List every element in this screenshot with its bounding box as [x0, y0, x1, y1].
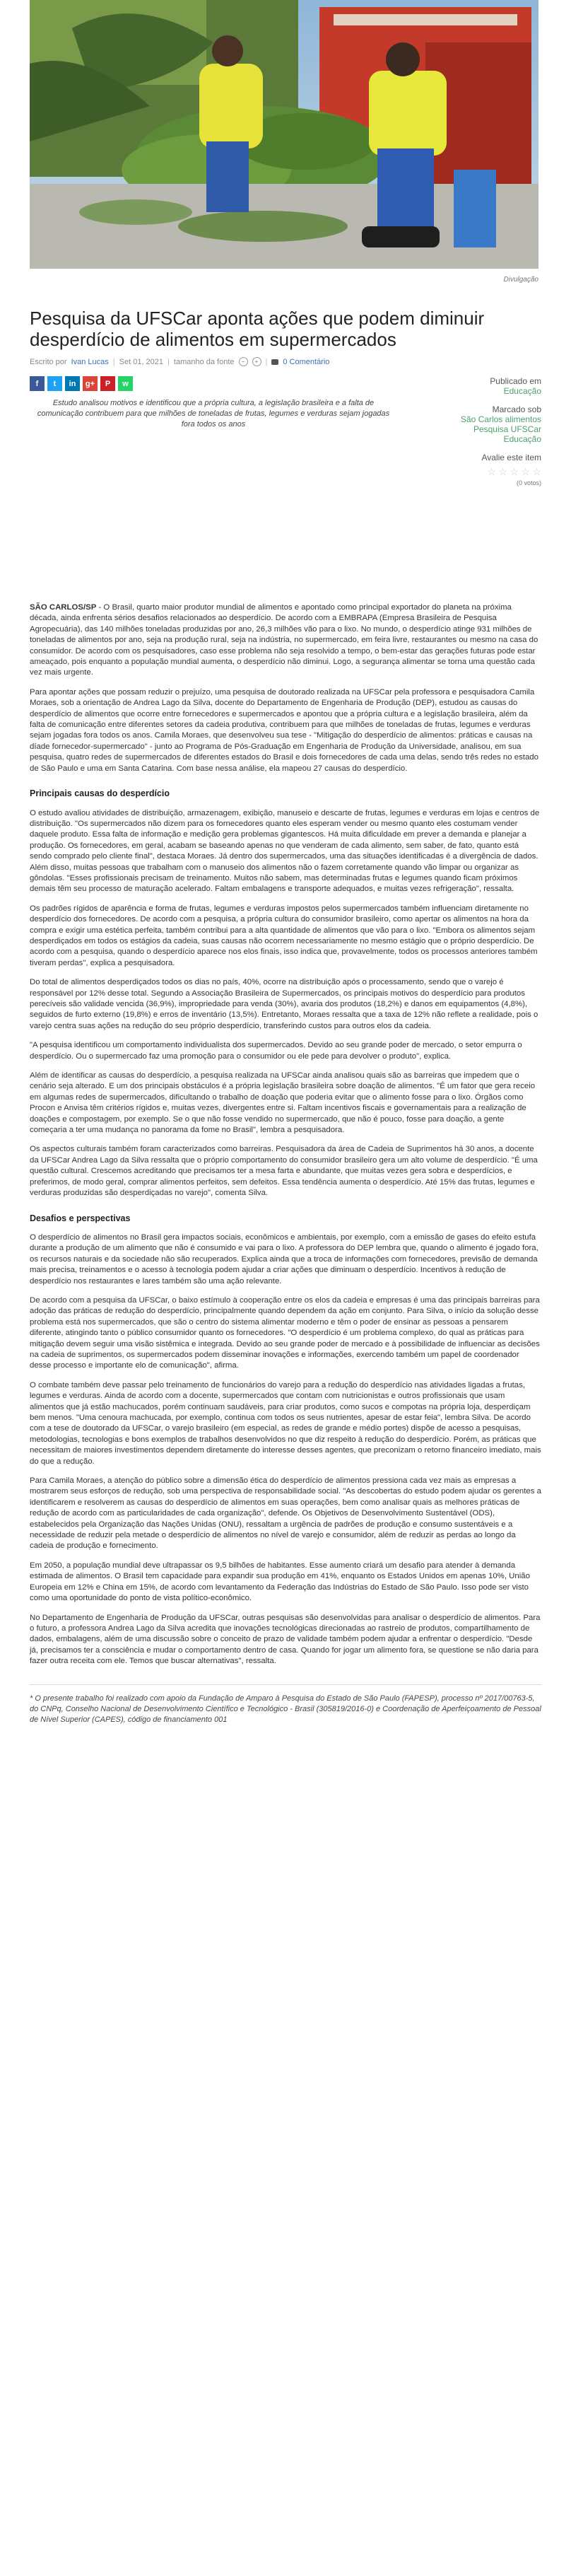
paragraph: O estudo avaliou atividades de distribuição, armazenagem, exibição, manuseio e descarte de frutas, legumes e verduras em lojas e centros de distribuição. "Os supermercados não dizem para os fornecedores quanto eles esperam vender ou mesmo quanto eles costumam vender daquele produto. Essa falta de informação e medição gera problemas gigantescos. Há muita dificuldade em prever a demanda e planejar a produção. Os fornecedores, em geral, acabam se baseando apenas no que venderam de cada alimento, sem saber, de fato, quanto está sendo comprado pelo cliente final", destaca Moraes. Já dentro dos supermercados, uma das situações identificadas é a divergência de dados. Além disso, muitas pessoas que trabalham com o manuseio dos alimentos não o fazem corretamente quando vão limpar ou organizar as gôndolas. "Esses profissionais precisam de treinamento. Muitos não sabem, mas determinadas frutas e legumes quando ficam próximos demais têm seu processo de maturação acelerado. Faltam embalagens e transporte adequados, e muitas vezes refrigeração", ressalta. — [30, 808, 540, 894]
section-heading: Desafios e perspectivas — [30, 1213, 131, 1223]
tag-link[interactable]: alimentos — [505, 414, 541, 424]
tags-label: Marcado sob — [492, 404, 541, 414]
paragraph: Além de identificar as causas do desperdício, a pesquisa realizada na UFSCar ainda analisou quais são as barreiras que impedem que o cenário seja alterado. E um dos principais obstáculos é a própria legislação brasileira sobre doação de alimentos. "É um fator que gera receio em algumas redes de supermercados, dificultando o trabalho de doação que poderia evitar que o alimento fosse para o lixo. Órgãos como Procon e Anvisa têm critérios rígidos e, muitas vezes, divergentes entre si. Faltam incentivos fiscais e governamentais para a realização de doações e compostagem, por exemplo. Se o que não fosse vendido no supermercado, que não é pouco, fosse para doação, a gente começaria a ter uma mudança no panorama da fome no Brasil", lembra a pesquisadora. — [30, 1071, 536, 1135]
published-label: Publicado em — [490, 376, 541, 386]
article-meta — [30, 357, 541, 366]
font-size-label: tamanho da fonte — [173, 357, 235, 366]
linkedin-icon[interactable]: in — [65, 376, 80, 391]
dateline: SÃO CARLOS/SP — [30, 603, 97, 612]
google-plus-icon[interactable]: g+ — [83, 376, 98, 391]
paragraph: Os aspectos culturais também foram caracterizados como barreiras. Pesquisadora da área de Cadeia de Suprimentos há 30 anos, a docente da UFSCar Andrea Lago da Silva ressalta que o próprio comportamento do consumidor brasileiro gera um alto volume de desperdício. "É uma questão cultural. Crescemos acreditando que precisamos ter a mesa farta e abundante, que muitas vezes gera sobra e desperdícios, e preferimos, de modo geral, comprar alimentos perfeitos, sem defeitos. Essa tendência aumenta o desperdício. Até 15% das frutas, legumes e verduras produzidas são desperdiçadas no varejo", comenta Silva. — [30, 1145, 538, 1198]
whatsapp-icon[interactable]: w — [118, 376, 133, 391]
meta-separator: | — [167, 357, 170, 366]
share-and-lead — [30, 376, 397, 430]
article-hero-image — [30, 0, 538, 269]
star-icon[interactable]: ☆ — [498, 466, 507, 477]
paragraph: "A pesquisa identificou um comportamento individualista dos supermercados. Devido ao seu grande poder de mercado, o setor empurra o desperdício. Ou o supermercado faz uma promoção para o consumidor ou ele pede para devolver o produto", explica. — [30, 1041, 522, 1061]
facebook-icon[interactable]: f — [30, 376, 45, 391]
star-icon[interactable]: ☆ — [510, 466, 519, 477]
paragraph: Para Camila Moraes, a atenção do público sobre a dimensão ética do desperdício de alimentos pressiona cada vez mais as empresas a mostrarem seus esforços de redução, sob uma perspectiva de responsabilidade social. "As descobertas do estudo podem ajudar os gerentes a identificarem e resolverem as causas do desperdício de alimentos em suas operações, bem como analisar quais as melhores práticas de redução de acordo com as particularidades de cada organização", defende. Os Objetivos de Desenvolvimento Sustentável (ODS), estabelecidos pela Organização das Nações Unidas (ONU), ressaltam a urgência de padrões de produção e consumo sustentáveis e a necessidade de reduzir pela metade o desperdício de alimentos no nível de varejo e consumidor, além de reduzir as perdas ao longo da cadeia de produção e fornecimento. — [30, 1476, 541, 1551]
funding-footnote: * O presente trabalho foi realizado com apoio da Fundação de Amparo à Pesquisa do Estado de São Paulo (FAPESP), processo nº 2017/00763-5, do CNPq, Conselho Nacional de Desenvolvimento Científico e Tecnológico - Brasil (305819/2016-0) e Coordenação de Aperfeiçoamento de Pessoal de Nível Superior (CAPES), código de financiamento 001 — [30, 1684, 541, 1725]
paragraph — [30, 602, 541, 679]
tag-link[interactable]: UFSCar — [510, 424, 541, 434]
star-icon[interactable]: ☆ — [521, 466, 530, 477]
article-title: Pesquisa da UFSCar aponta ações que podem diminuir desperdício de alimentos em supermercados — [30, 308, 485, 350]
meta-separator: | — [265, 357, 268, 366]
paragraph: No Departamento de Engenharia de Produção da UFSCar, outras pesquisas são desenvolvidas para analisar o desperdício de alimentos. Para o futuro, a professora Andrea Lago da Silva acredita que inovações tecnológicas direcionadas ao rastreio de produtos, compartilhamento de dados, embalagens, além de uma discussão sobre o conceito de prazo de validade também podem ajudar a enfrentar o desperdício. "Desde já, precisamos ter a consciência e mudar o comportamento dentro de casa. Quando for jogar um alimento fora, se questione se não daria para fazer outra receita com ele. Temos que buscar alternativas", ressalta. — [30, 1613, 541, 1666]
meta-separator: | — [112, 357, 115, 366]
author-link[interactable]: Ivan Lucas — [71, 357, 109, 366]
article-sidebar — [417, 376, 541, 486]
tag-link[interactable]: Educação — [503, 434, 541, 444]
pinterest-icon[interactable]: P — [100, 376, 115, 391]
author-prefix: Escrito por — [30, 357, 67, 366]
rate-label: Avalie este item — [481, 453, 541, 462]
article-lead: Estudo analisou motivos e identificou que a própria cultura, a legislação brasileira e a falta de comunicação contribuem para que milhões de toneladas de frutas, legumes e verduras sejam jogadas fora todos os anos — [37, 399, 390, 429]
share-buttons — [30, 376, 397, 391]
paragraph: Do total de alimentos desperdiçados todos os dias no país, 40%, ocorre na distribuição após o processamento, sendo que o varejo é responsável por 12% desse total. Segundo a Associação Brasileira de Supermercados, os principais motivos do desperdício para produtos perecíveis são validade vencida (36,9%), impropriedade para venda (30%), avaria dos produtos (18,2%) e danos em equipamentos (4,8%), seguidos de furto externo (19,8%) e erros de inventário (13,5%). Entretanto, Moraes ressalta que a taxa de 12% não reflete a realidade, pois o varejo centra suas ações na redução do seu próprio desperdício, transferindo custos para outros elos da cadeia. — [30, 978, 538, 1030]
paragraph: Para apontar ações que possam reduzir o prejuízo, uma pesquisa de doutorado realizada na UFSCar pela professora e pesquisadora Camila Moraes, sob a orientação de Andrea Lago da Silva, docente do Departamento de Engenharia de Produção (DEP), estudou as causas do desperdício de alimentos que ocorre entre fornecedores e supermercados e apontou que a própria cultura e a legislação brasileira, além da falta de comunicação entre diferentes setores da cadeia produtiva, contribuem para que milhões de toneladas de frutas, legumes e verduras sejam jogadas fora todos os anos. Camila Moraes, que desenvolveu sua tese - "Mitigação do desperdício de alimentos: práticas e causas na díade fornecedor-supermercado" - junto ao Programa de Pós-Graduação em Engenharia de Produção da Universidade, analisou, em sua pesquisa, quatro redes de supermercados de diferentes estados do Brasil e dois fornecedores de cada uma delas, sendo três redes no estado de São Paulo e uma em Santa Catarina. Com base nessa análise, ela mapeou 27 causas do desperdício. — [30, 687, 538, 773]
paragraph: O combate também deve passar pelo treinamento de funcionários do varejo para a redução do desperdício nas atividades ligadas a frutas, legumes e verduras. Ainda de acordo com a docente, supermercados que contam com nutricionistas e outros profissionais que usam alimentos que já estão machucados, porém continuam saudáveis, para criar produtos, como sucos e compotas na própria loja, desperdiçam bem menos. "Uma cenoura machucada, por exemplo, continua com todos os seus nutrientes, apesar de estar feia", lembra Silva. De acordo com a tese de doutorado da UFSCar, o varejo brasileiro (em especial, as redes de grande e médio portes) dispõe de acesso a pesquisas, metodologias, tecnologias e bons exemplos de trabalhos desenvolvidos no que diz respeito à redução do desperdício. Porém, as práticas que necessitam de maiores investimentos dependem diretamente do interesse desses agentes, que preconizam o retorno financeiro imediato, mais do que a redução. — [30, 1380, 541, 1466]
comment-icon — [271, 359, 278, 365]
star-icon[interactable]: ☆ — [487, 466, 496, 477]
tag-link[interactable]: São Carlos — [460, 414, 503, 424]
paragraph: De acordo com a pesquisa da UFSCar, o baixo estímulo à cooperação entre os elos da cadeia e empresas é uma das principais barreiras para adoção das práticas de redução do desperdício, principalmente quando dependem da ação em conjunto. Para Silva, o início da solução desse problema está nos supermercados, que são o centro do sistema alimentar moderno e têm o poder de ensinar as pessoas a pensarem diferente, atingindo tanto o público consumidor quanto os fornecedores. "O desperdício é um problema complexo, do qual as práticas para mitigação devem seguir uma visão sistêmica e integrada. Devido ao seu grande poder de mercado e à possibilidade de influenciar as decisões na cadeia de suprimentos, os supermercados podem disseminar inovações e informações, exercendo também um papel de coordenador desse processo e importante elo de comunicação", afirma. — [30, 1295, 540, 1370]
paragraph: Os padrões rígidos de aparência e forma de frutas, legumes e verduras impostos pelos supermercados também influenciam diretamente no desperdício dos fornecedores. De acordo com a pesquisa, a própria cultura do consumidor brasileiro, como apertar os alimentos na hora da compra e exigir uma estética perfeita, também contribui para a alta quantidade de alimentos que vão para o lixo. "Embora os alimentos sejam desperdiçados em todos os estágios da cadeia, suas causas não ocorrem necessariamente no mesmo estágio que o próprio desperdício. De acordo com a pesquisa, quando o desperdício aparece nos elos finais, isso indica que, provavelmente, todos os processos anteriores também tiveram perdas", explica a pesquisadora. — [30, 904, 538, 967]
paragraph-text: - O Brasil, quarto maior produtor mundial de alimentos e apontado como principal exportador do planeta na próxima década, ainda enfrenta sérios desafios relacionados ao desperdício. De acordo com a EMBRAPA (Empresa Brasileira de Pesquisa Agropecuária), das 140 milhões toneladas produzidas por ano, 26,3 milhões vão para o lixo. No mundo, o desperdício atinge 931 milhões de toneladas de alimentos por ano, seja na produção rural, seja na indústria, no supermercado, em feira livre, restaurantes ou mesmo na casa do consumidor. De acordo com os pesquisadores, caso esse problema não seja resolvido a tempo, o bem-estar das gerações futuras pode estar ameaçado, pois enquanto a população mundial aumenta, o desperdício não diminui. Logo, a segurança alimentar se torna uma questão cada vez mais urgente. — [30, 603, 538, 677]
comments-link[interactable]: 0 Comentário — [283, 357, 330, 366]
article-body — [30, 602, 541, 1667]
category-link[interactable]: Educação — [503, 386, 541, 396]
article-top-area — [30, 376, 541, 602]
tags-list — [417, 414, 541, 444]
paragraph: O desperdício de alimentos no Brasil gera impactos sociais, econômicos e ambientais, por exemplo, com a emissão de gases do efeito estufa durante a produção de um alimento que não é consumido e vai para o lixo. A professora do DEP lembra que, quando o alimento é jogado fora, os recursos naturais e da sociedade não são recuperados. Explica ainda que a troca de informações com fornecedores, previsão de demanda mais precisa, treinamentos e o acesso à tecnologia podem ajudar a criar ações que diminuam o desperdício. Incentivos à redução de desperdício nos restaurantes e lares também são uma ação relevante. — [30, 1232, 538, 1286]
twitter-icon[interactable]: t — [47, 376, 62, 391]
paragraph: Em 2050, a população mundial deve ultrapassar os 9,5 bilhões de habitantes. Esse aumento criará um desafio para atender à demanda estimada de alimentos. O Brasil tem capacidade para expandir sua produção em 41%, enquanto os Estados Unidos em apenas 10%, União Europeia em 12% e China em 15%, de acordo com levantamento da Federação das Indústrias do Estado de São Paulo. Isso pode ser visto como uma oportunidade do ponto de vista político-econômico. — [30, 1561, 530, 1603]
tag-link[interactable]: Pesquisa — [473, 424, 509, 434]
rating-stars — [417, 467, 541, 477]
section-heading: Principais causas do desperdício — [30, 788, 170, 799]
font-increase-icon[interactable]: + — [252, 357, 261, 366]
vote-count: (0 votos) — [516, 479, 541, 486]
publish-date: Set 01, 2021 — [119, 357, 164, 366]
image-credit: Divulgação — [503, 276, 538, 284]
font-decrease-icon[interactable]: − — [239, 357, 248, 366]
star-icon[interactable]: ☆ — [532, 466, 541, 477]
